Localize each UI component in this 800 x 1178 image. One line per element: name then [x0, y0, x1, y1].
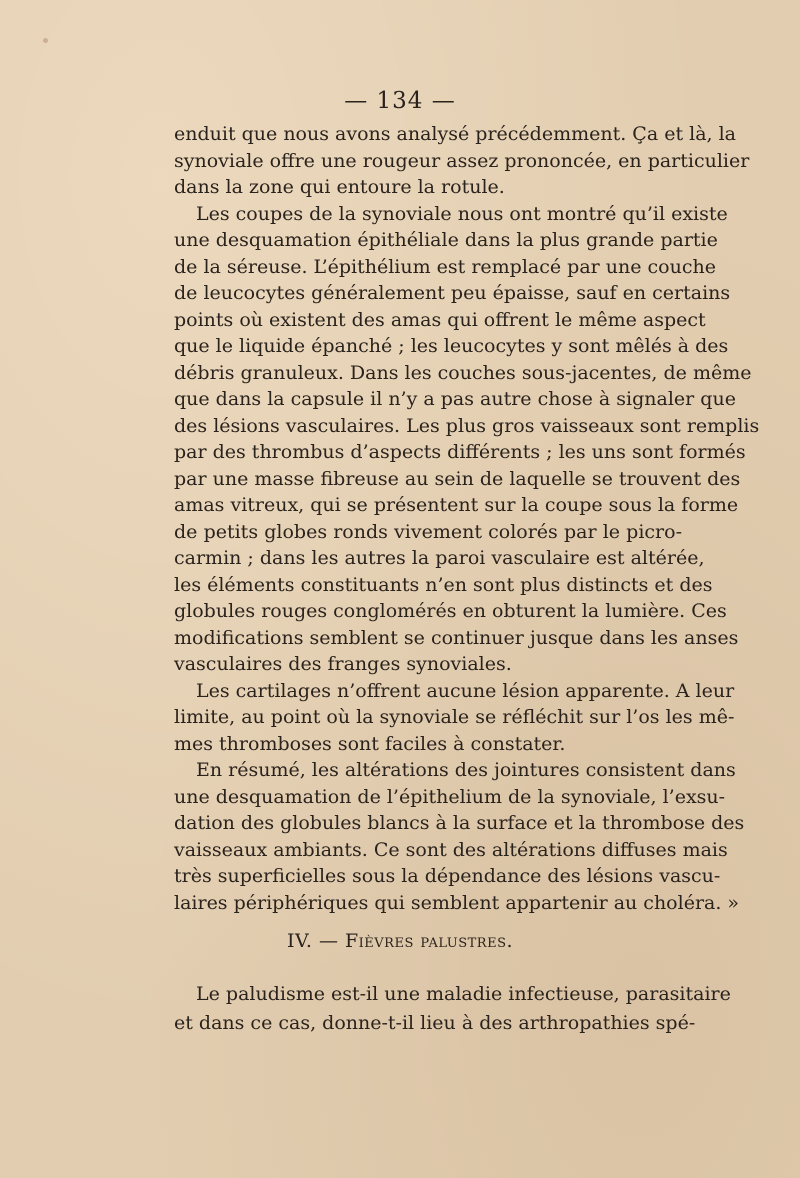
text-line: que dans la capsule il n’y a pas autre chose à signaler que: [174, 388, 736, 410]
text-line: enduit que nous avons analysé précédemment. Ça et là, la: [174, 123, 737, 145]
text-line: Le paludisme est-il une maladie infectieuse, parasitaire: [196, 983, 731, 1005]
text-line: débris granuleux. Dans les couches sous-jacentes, de même: [174, 361, 752, 384]
body-text: [174, 121, 760, 916]
text-line: dation des globules blancs à la surface et la thrombose des: [174, 812, 745, 834]
text-line: des lésions vasculaires. Les plus gros vaisseaux sont remplis: [174, 414, 760, 437]
text-line: Les coupes de la synoviale nous ont montré qu’il existe: [196, 202, 728, 225]
text-line: de la séreuse. L’épithélium est remplacé par une couche: [174, 255, 716, 278]
text-line: très superficielles sous la dépendance des lésions vascu-: [174, 865, 721, 887]
text-line: par une masse fibreuse au sein de laquelle se trouvent des: [174, 467, 741, 490]
section-title: Fièvres palustres.: [344, 930, 514, 952]
text-line: de leucocytes généralement peu épaisse, sauf en certains: [174, 282, 731, 304]
section-numeral: IV. —: [286, 930, 339, 952]
paper-speck: [43, 38, 48, 43]
text-line: les éléments constituants n’en sont plus distincts et des: [174, 573, 713, 596]
text-line: mes thromboses sont faciles à constater.: [174, 732, 566, 755]
text-line: vaisseaux ambiants. Ce sont des altérations diffuses mais: [174, 838, 728, 861]
text-line: modifications semblent se continuer jusque dans les anses: [174, 626, 739, 649]
closing-text: [174, 980, 731, 1038]
text-line: dans la zone qui entoure la rotule.: [174, 176, 505, 198]
text-line: amas vitreux, qui se présentent sur la coupe sous la forme: [174, 494, 739, 516]
text-line: laires périphériques qui semblent appartenir au choléra. »: [174, 891, 740, 914]
text-line: En résumé, les altérations des jointures consistent dans: [196, 759, 736, 781]
text-line: une desquamation épithéliale dans la plus grande partie: [174, 229, 718, 251]
text-line: Les cartilages n’offrent aucune lésion apparente. A leur: [196, 679, 735, 702]
text-line: globules rouges conglomérés en obturent la lumière. Ces: [174, 600, 727, 622]
text-line: par des thrombus d’aspects différents ; les uns sont formés: [174, 441, 746, 463]
text-line: points où existent des amas qui offrent le même aspect: [174, 308, 706, 331]
text-line: synoviale offre une rougeur assez prononcée, en particulier: [174, 149, 750, 172]
text-line: une desquamation de l’épithelium de la synoviale, l’exsu-: [174, 785, 726, 808]
text-line: de petits globes ronds vivement colorés par le picro-: [174, 520, 682, 543]
text-line: que le liquide épanché ; les leucocytes y sont mêlés à des: [174, 335, 729, 357]
text-line: et dans ce cas, donne-t-il lieu à des arthropathies spé-: [174, 1012, 696, 1034]
text-line: carmin ; dans les autres la paroi vasculaire est altérée,: [174, 547, 705, 569]
section-heading: [0, 930, 800, 952]
text-line: limite, au point où la synoviale se réfléchit sur l’os les mê-: [174, 706, 735, 728]
text-line: vasculaires des franges synoviales.: [174, 653, 512, 675]
page-number: — 134 —: [344, 88, 456, 114]
